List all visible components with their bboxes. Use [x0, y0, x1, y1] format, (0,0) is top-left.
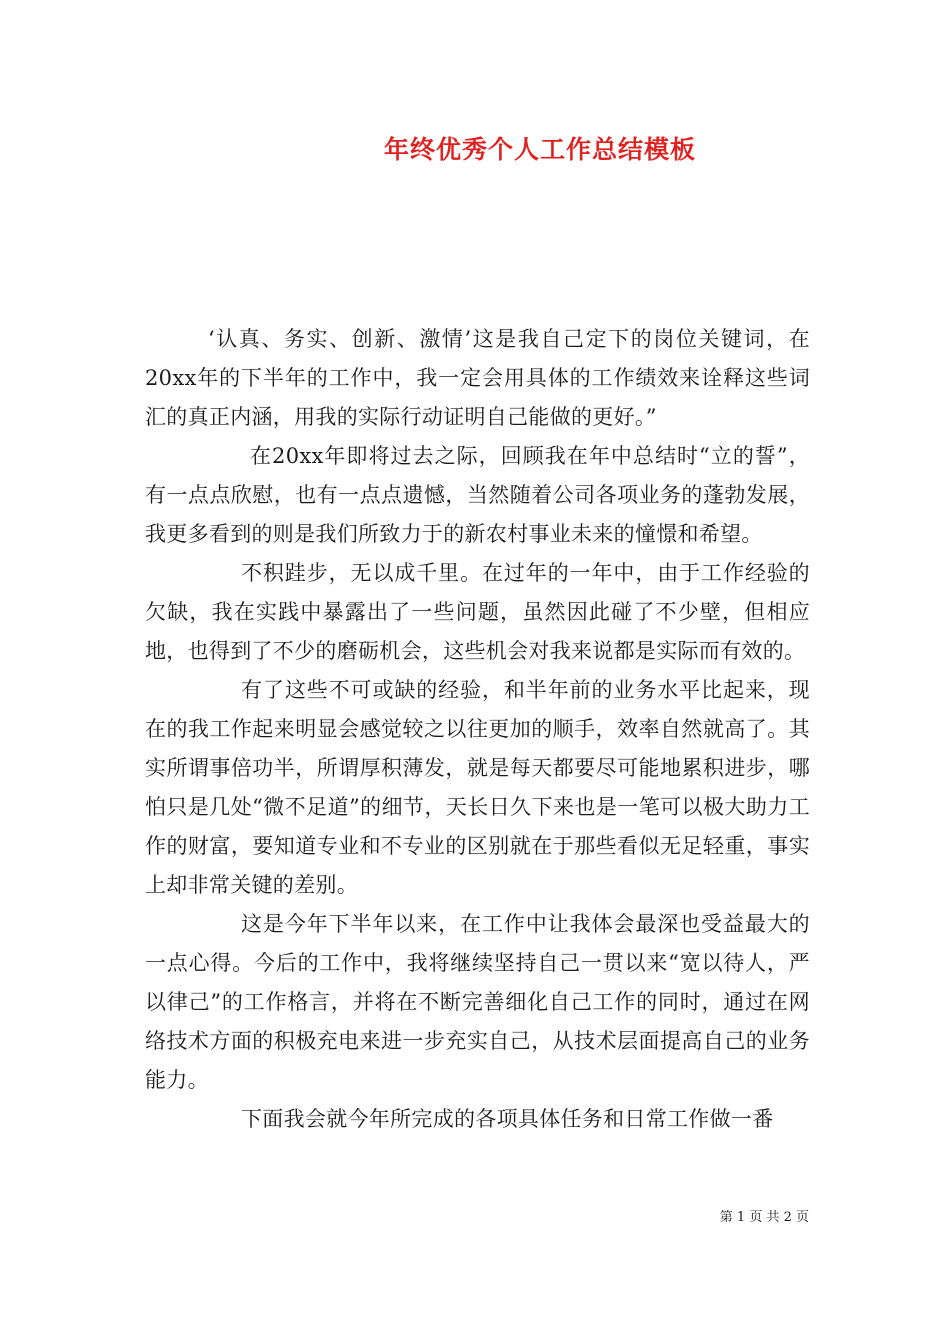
document-body	[145, 320, 810, 1139]
paragraph-5: 这是今年下半年以来，在工作中让我体会最深也受益最大的一点心得。今后的工作中，我将继续坚持自己一贯以来“宽以待人，严以律己”的工作格言，并将在不断完善细化自己工作的同时，通过在网络技术方面的积极充电来进一步充实自己，从技术层面提高自己的业务能力。	[145, 912, 810, 1092]
document-title: 年终优秀个人工作总结模板	[383, 135, 696, 164]
paragraph-2: 在20xx年即将过去之际，回顾我在年中总结时“立的誓”，有一点点欣慰，也有一点点遗憾，当然随着公司各项业务的蓬勃发展，我更多看到的则是我们所致力于的新农村事业未来的憧憬和希望。	[145, 444, 810, 546]
paragraph-6: 下面我会就今年所完成的各项具体任务和日常工作做一番	[241, 1107, 774, 1131]
page-number-footer: 第 1 页 共 2 页	[719, 1210, 809, 1225]
paragraph-4: 有了这些不可或缺的经验，和半年前的业务水平比起来，现在的我工作起来明显会感觉较之以往更加的顺手，效率自然就高了。其实所谓事倍功半，所谓厚积薄发，就是每天都要尽可能地累积进步，哪怕只是几处“微不足道”的细节，天长日久下来也是一笔可以极大助力工作的财富，要知道专业和不专业的区别就在于那些看似无足轻重，事实上却非常关键的差别。	[145, 678, 810, 897]
paragraph-1: ‘认真、务实、创新、激情’这是我自己定下的岗位关键词，在20xx年的下半年的工作中，我一定会用具体的工作绩效来诠释这些词汇的真正内涵，用我的实际行动证明自己能做的更好。”	[145, 327, 810, 429]
paragraph-3: 不积跬步，无以成千里。在过年的一年中，由于工作经验的欠缺，我在实践中暴露出了一些问题，虽然因此碰了不少壁，但相应地，也得到了不少的磨砺机会，这些机会对我来说都是实际而有效的。	[145, 561, 810, 663]
